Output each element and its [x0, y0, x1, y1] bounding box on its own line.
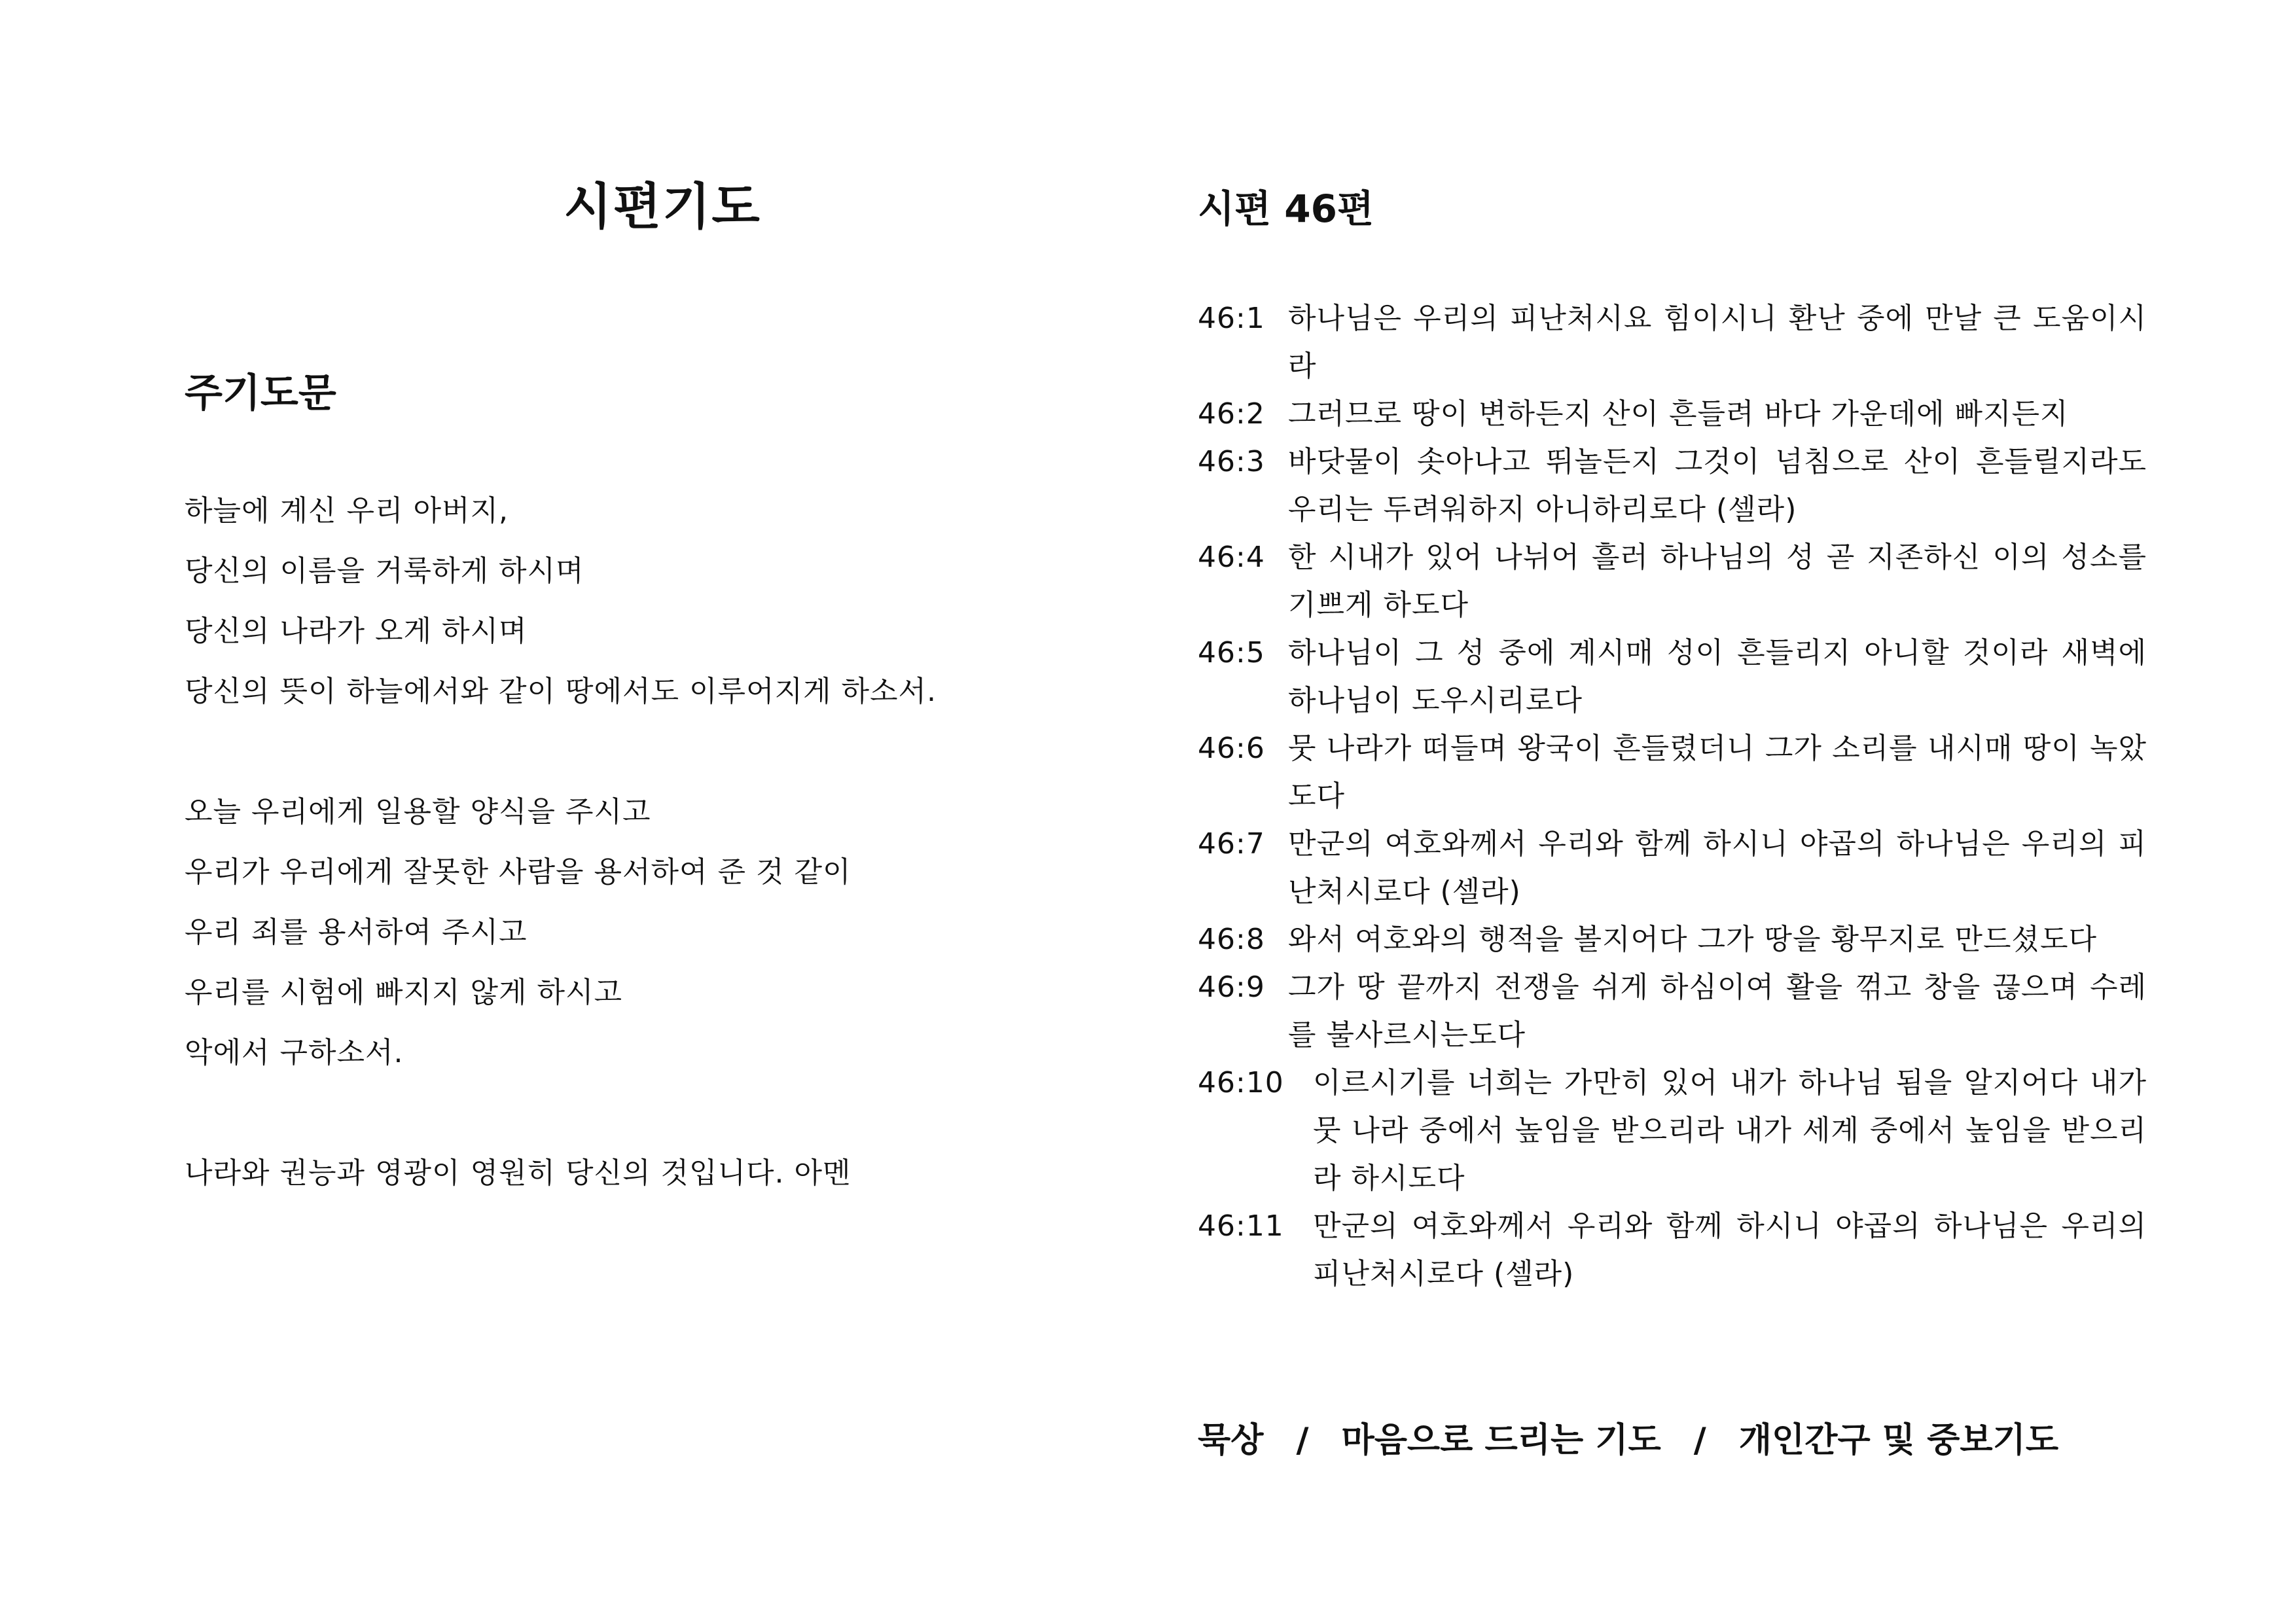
verse-text: 바닷물이 솟아나고 뛰놀든지 그것이 넘침으로 산이 흔들릴지라도 우리는 두려워하지 아니하리로다 (셀라)	[1288, 445, 2147, 526]
prayer-line: 우리를 시험에 빠지지 않게 하시고	[185, 976, 622, 1009]
prayer-line: 당신의 이름을 거룩하게 하시며	[185, 554, 584, 588]
prayer-line: 나라와 권능과 영광이 영원히 당신의 것입니다. 아멘	[185, 1156, 852, 1190]
prayer-line: 악에서 구하소서.	[185, 1036, 404, 1069]
psalm-title: 시편 46편	[1198, 187, 1374, 231]
prayer-spacer	[185, 722, 1140, 782]
verse-number: 46:2	[1198, 397, 1265, 431]
verse-text: 뭇 나라가 떠들며 왕국이 흔들렸더니 그가 소리를 내시매 땅이 녹았도다	[1288, 732, 2147, 813]
verse-item	[1198, 438, 2147, 533]
verse-number: 46:10	[1198, 1066, 1284, 1099]
verse-item	[1198, 820, 2147, 916]
verse-text: 그가 땅 끝까지 전쟁을 쉬게 하심이여 활을 꺾고 창을 끊으며 수레를 불사르시는도다	[1288, 971, 2147, 1052]
verse-number: 46:9	[1198, 971, 1265, 1004]
verse-number: 46:6	[1198, 732, 1265, 765]
verse-number: 46:3	[1198, 445, 1265, 478]
psalm-verses	[1198, 294, 2147, 1298]
verse-number: 46:5	[1198, 636, 1265, 669]
worship-order-footer	[1198, 1420, 2147, 1461]
verse-item	[1198, 1202, 2147, 1298]
prayer-line: 당신의 나라가 오게 하시며	[185, 615, 528, 648]
verse-text: 하나님이 그 성 중에 계시매 성이 흔들리지 아니할 것이라 새벽에 하나님이 도우시리로다	[1288, 636, 2147, 717]
prayer-line: 우리가 우리에게 잘못한 사람을 용서하여 준 것 같이	[185, 855, 852, 889]
verse-number: 46:1	[1198, 302, 1265, 335]
verse-text: 만군의 여호와께서 우리와 함께 하시니 야곱의 하나님은 우리의 피난처시로다 (셀라)	[1288, 827, 2147, 908]
page-title: 시편기도	[564, 177, 761, 236]
verse-item	[1198, 390, 2147, 438]
section-title-lords-prayer: 주기도문	[185, 370, 336, 416]
footer-separator: /	[1296, 1421, 1309, 1460]
verse-item	[1198, 294, 2147, 390]
verse-text: 한 시내가 있어 나뉘어 흘러 하나님의 성 곧 지존하신 이의 성소를 기쁘게 하도다	[1288, 541, 2147, 622]
verse-number: 46:4	[1198, 541, 1265, 574]
lords-prayer-text	[185, 481, 1140, 1204]
prayer-spacer	[185, 1083, 1140, 1143]
verse-item	[1198, 533, 2147, 629]
verse-number: 46:8	[1198, 923, 1265, 956]
prayer-line: 당신의 뜻이 하늘에서와 같이 땅에서도 이루어지게 하소서.	[185, 675, 937, 708]
verse-text: 이르시기를 너희는 가만히 있어 내가 하나님 됨을 알지어다 내가 뭇 나라 중에서 높임을 받으리라 내가 세계 중에서 높임을 받으리라 하시도다	[1313, 1066, 2147, 1195]
verse-text: 와서 여호와의 행적을 볼지어다 그가 땅을 황무지로 만드셨도다	[1288, 923, 2098, 956]
footer-separator: /	[1693, 1421, 1706, 1460]
verse-item	[1198, 916, 2147, 963]
prayer-line: 오늘 우리에게 일용할 양식을 주시고	[185, 795, 651, 829]
verse-number: 46:11	[1198, 1209, 1284, 1243]
verse-text: 하나님은 우리의 피난처시요 힘이시니 환난 중에 만날 큰 도움이시라	[1288, 302, 2147, 383]
verse-item	[1198, 963, 2147, 1059]
footer-intercession: 개인간구 및 중보기도	[1738, 1421, 2059, 1460]
verse-text: 그러므로 땅이 변하든지 산이 흔들려 바다 가운데에 빠지든지	[1288, 397, 2069, 431]
verse-text: 만군의 여호와께서 우리와 함께 하시니 야곱의 하나님은 우리의 피난처시로다 (셀라)	[1313, 1209, 2147, 1291]
prayer-line: 하늘에 계신 우리 아버지,	[185, 494, 509, 527]
verse-item	[1198, 724, 2147, 820]
verse-number: 46:7	[1198, 827, 1265, 861]
prayer-line: 우리 죄를 용서하여 주시고	[185, 916, 528, 949]
footer-heart-prayer: 마음으로 드리는 기도	[1341, 1421, 1661, 1460]
footer-meditation: 묵상	[1198, 1421, 1264, 1460]
verse-item	[1198, 1059, 2147, 1202]
verse-item	[1198, 629, 2147, 724]
